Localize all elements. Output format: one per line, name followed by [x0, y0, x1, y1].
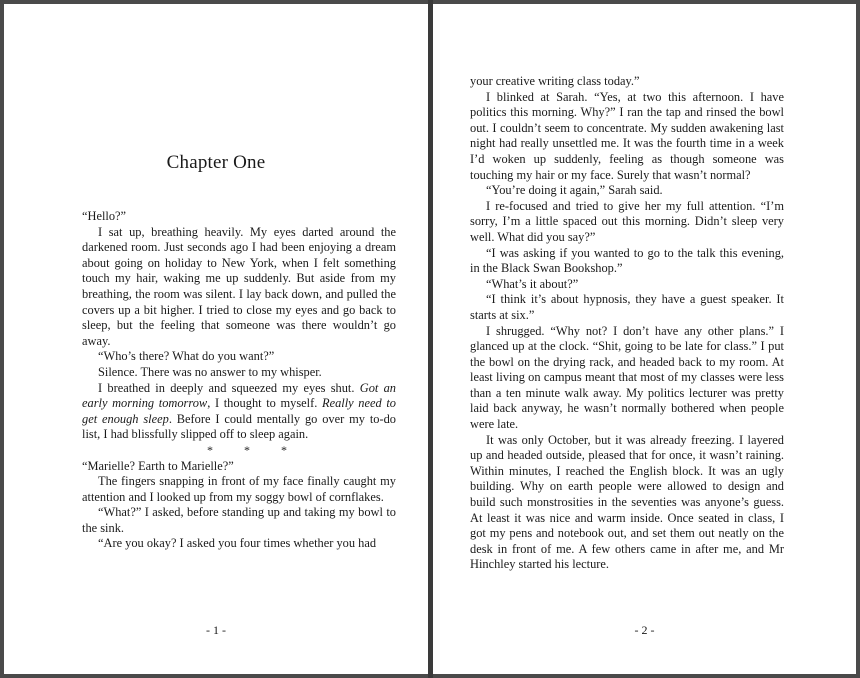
paragraph: “I was asking if you wanted to go to the talk this evening, in the Black Swan Bookshop.”	[470, 245, 784, 276]
text-run: I breathed in deeply and squeezed my eyes shut.	[98, 380, 360, 395]
paragraph: “I think it’s about hypnosis, they have a guest speaker. It starts at six.”	[470, 292, 784, 322]
paragraph: “You’re doing it again,” Sarah said.	[486, 183, 663, 198]
paragraph: “What’s it about?”	[486, 276, 579, 291]
page-left	[4, 4, 428, 674]
scene-break: * * *	[207, 442, 287, 457]
paragraph: I shrugged. “Why not? I don’t have any other plans.” I glanced up at the clock. “Shit, going to be late for class.” I put the bowl on the drying rack, and headed back to my room. At least living on campus meant that most of my classes were less than a ten minute walk away. My politics lecturer was pretty laid back anyway, he wasn’t normally bothered when people were late.	[470, 323, 784, 432]
text-run: , I thought to myself.	[207, 396, 322, 411]
right-page-body	[470, 74, 784, 573]
paragraph: I blinked at Sarah. “Yes, at two this afternoon. I have politics this morning. Why?” I ran the tap and rinsed the bowl out. I couldn’t seem to concentrate. My sudden awakening last night had really unsettled me. It was the fourth time in a week I’d woken up suddenly, feeling as though someone was touching my hair or my face. Surely that wasn’t normal?	[470, 89, 784, 182]
paragraph: “Hello?”	[82, 209, 127, 223]
paragraph: The fingers snapping in front of my face finally caught my attention and I looked up from my soggy bowl of cornflakes.	[82, 474, 396, 504]
paragraph: “Marielle? Earth to Marielle?”	[82, 458, 234, 473]
paragraph: “Are you okay? I asked you four times whether you had	[98, 536, 377, 551]
page-number: - 1 -	[206, 623, 226, 637]
page-right	[433, 4, 856, 674]
page-number: - 2 -	[634, 623, 655, 637]
paragraph-breathed	[82, 381, 396, 443]
italic-thought: Really need to get enough sleep	[82, 396, 396, 426]
paragraph: I sat up, breathing heavily. My eyes darted around the darkened room. Just seconds ago I had been enjoying a dream about going on holiday to New York, when I felt something touch my hair, waking me up suddenly. But aside from my breathing, the room was silent. I lay back down, and pulled the covers up a bit higher. I tried to close my eyes and go back to sleep, but the feeling that someone was there wouldn’t go away.	[82, 224, 396, 348]
left-page-body	[82, 209, 396, 552]
paragraph: Silence. There was no answer to my whisper.	[98, 364, 322, 379]
chapter-title: Chapter One	[166, 152, 266, 173]
paragraph: “What?” I asked, before standing up and taking my bowl to the sink.	[82, 505, 396, 535]
paragraph: It was only October, but it was already freezing. I layered up and headed outside, pleased that for once, it wasn’t raining. Within minutes, I reached the English block. It was an ugly building. Why on earth people were allowed to design and build such monstrosities in the seventies was anyone’s guess. At least it was nice and warm inside. Once seated in class, I got my pens and notebook out, and set them out neatly on the desk in front of me. A few others came in after me, and Mr Hinchley started his lecture.	[470, 432, 784, 572]
paragraph: your creative writing class today.”	[470, 74, 640, 88]
italic-thought: Got an early morning tomorrow	[82, 380, 396, 411]
paragraph: “Who’s there? What do you want?”	[98, 349, 275, 364]
paragraph: I re-focused and tried to give her my full attention. “I’m sorry, I’m a little spaced out this morning. Didn’t sleep very well. What did you say?”	[470, 198, 784, 244]
text-run: . Before I could mentally go over my to-do list, I had blissfully slipped off to sleep again.	[82, 411, 396, 442]
